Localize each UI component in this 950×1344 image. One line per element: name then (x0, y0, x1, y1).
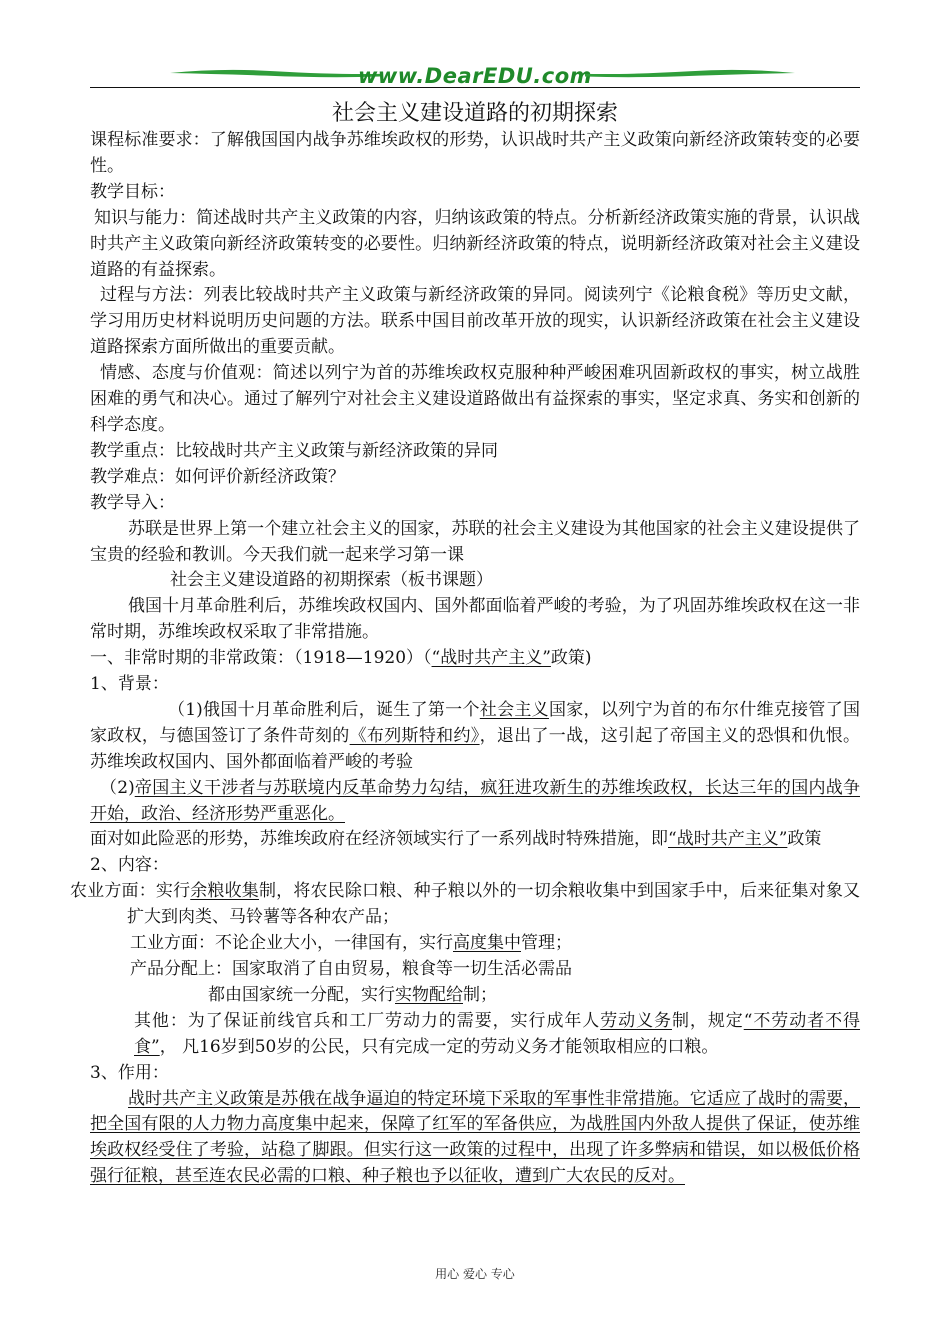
logo-swoosh-right-icon (585, 66, 795, 80)
bg2-text: 帝国主义干涉者与苏联境内反革命势力勾结，疯狂进攻新生的苏维埃政权，长达三年的国内战争开始，政治、经济形势严重恶化。 (90, 777, 860, 824)
curriculum-standard: 课程标准要求：了解俄国国内战争苏维埃政权的形势，认识战时共产主义政策向新经济政策转变的必要性。 (90, 130, 860, 176)
content-distribution: 产品分配上：国家取消了自由贸易，粮食等一切生活必需品 (130, 959, 572, 979)
goal-knowledge: 知识与能力：简述战时共产主义政策的内容，归纳该政策的特点。分析新经济政策实施的背景，认识战时共产主义政策向新经济政策转变的必要性。归纳新经济政策的特点，说明新经济政策对社会主义建设道路的有益探索。 (90, 207, 860, 280)
agri-text-a: 农业方面：实行 (70, 881, 191, 902)
background-point-1 (90, 698, 860, 776)
industry-text-c: 管理； (521, 933, 572, 954)
site-logo: www.DearEDU.com (357, 64, 593, 88)
page-title: 社会主义建设道路的初期探索 (331, 101, 618, 126)
bg2-label: （2) (100, 777, 135, 798)
background-heading: 1、背景： (90, 674, 169, 695)
teaching-focus: 教学重点：比较战时共产主义政策与新经济政策的异同 (90, 440, 498, 461)
goal-emotion: 情感、态度与价值观：简述以列宁为首的苏维埃政权克服种种严峻困难巩固新政权的事实，树立战胜困难的勇气和决心。通过了解列宁对社会主义建设道路做出有益探索的事实，坚定求真、务实和创新的科学态度。 (90, 363, 860, 435)
other-labor-duty: 劳动义务 (600, 1010, 672, 1031)
content-other (90, 1009, 860, 1061)
content-agriculture (70, 879, 860, 931)
other-text-a: 其他：为了保证前线官兵和工厂劳动力的需要，实行成年人 (134, 1010, 601, 1031)
teaching-goals-heading: 教学目标： (90, 181, 175, 202)
bg1-text-c: 国家，以列宁为首的布尔什维克接管了国家政权，与德国签订了条件苛刻的 (90, 699, 861, 746)
agri-text-c: 制，将农民除口粮、种子粮以外的一切余粮收集中到国家手中，后来征集对象又扩大到肉类、马铃薯等各种农产品； (127, 881, 861, 928)
bg1-socialism: 社会主义 (479, 699, 549, 720)
effect-text: 战时共产主义政策是苏俄在战争逼迫的特定环境下采取的军事性非常措施。它适应了战时的需要，把全国有限的人力物力高度集中起来，保障了红军的军备供应，为战胜国内外敌人提供了保证，使苏维埃政权经受住了考验，站稳了脚跟。但实行这一政策的过程中，出现了许多弊病和错误，如以极低价格强行征粮，甚至连农民必需的口粮、种子粮也予以征收，遭到广大农民的反对。 (90, 1088, 860, 1187)
goal-process: 过程与方法：列表比较战时共产主义政策与新经济政策的异同。阅读列宁《论粮食税》等历史文献，学习用历史材料说明历史问题的方法。联系中国目前改革开放的现实，认识新经济政策在社会主义建设道路探索方面所做出的重要贡献。 (90, 285, 860, 358)
bg1-treaty: 《布列斯特和约》 (349, 725, 480, 746)
industry-centralization: 高度集中 (453, 933, 521, 954)
other-text-c: 制，规定 (671, 1010, 744, 1031)
page-footer: 用心 爱心 专心 (435, 1267, 515, 1281)
header-divider (90, 87, 860, 88)
effect-heading: 3、作用： (90, 1062, 169, 1083)
section-1-text: 一、非常时期的非常政策：（1918—1920）（ (90, 648, 432, 669)
board-title: 社会主义建设道路的初期探索（板书课题） (170, 570, 493, 591)
content-heading: 2、内容： (90, 855, 169, 876)
teaching-difficulty: 教学难点：如何评价新经济政策？ (90, 466, 345, 487)
bg1-text-a: （1)俄国十月革命胜利后，诞生了第一个 (168, 699, 480, 720)
agri-grain-collection: 余粮收集 (190, 881, 259, 902)
other-slogan: “不劳动者不得食” (134, 1010, 861, 1057)
content-distribution-cont (90, 983, 860, 1009)
document-body (70, 128, 861, 1190)
policy-intro (90, 827, 860, 853)
industry-text-a: 工业方面：不论企业大小，一律国有，实行 (130, 933, 453, 954)
content-industry (90, 931, 860, 957)
section-1-policy: “战时共产主义” (431, 648, 551, 669)
dist-text-c: 制； (463, 984, 497, 1005)
teaching-intro-heading: 教学导入： (90, 492, 175, 513)
intro-paragraph: 苏联是世界上第一个建立社会主义的国家，苏联的社会主义建设为其他国家的社会主义建设提供了宝贵的经验和教训。今天我们就一起来学习第一课 (90, 518, 860, 565)
bg1-text-e: ，退出了一战，这引起了帝国主义的恐惧和仇恨。苏维埃政权国内、国外都面临着严峻的考验 (90, 725, 861, 772)
policy-intro-name: “战时共产主义” (668, 829, 788, 850)
effect-paragraph (90, 1087, 860, 1191)
dist-text-a: 都由国家统一分配，实行 (208, 984, 395, 1005)
section-1-tail: 政策) (550, 648, 592, 669)
policy-intro-text: 面对如此险恶的形势，苏维埃政府在经济领域实行了一系列战时特殊措施，即 (90, 829, 668, 850)
context-paragraph: 俄国十月革命胜利后，苏维埃政权国内、国外都面临着严峻的考验，为了巩固苏维埃政权在这一非常时期，苏维埃政权采取了非常措施。 (90, 596, 860, 643)
section-1-heading (90, 646, 860, 672)
other-text-e: ， 凡16岁到50岁的公民，只有完成一定的劳动义务才能领取相应的口粮。 (159, 1036, 719, 1057)
policy-intro-tail: 政策 (787, 829, 822, 850)
dist-rationing: 实物配给 (395, 984, 463, 1005)
background-point-2 (90, 776, 860, 828)
